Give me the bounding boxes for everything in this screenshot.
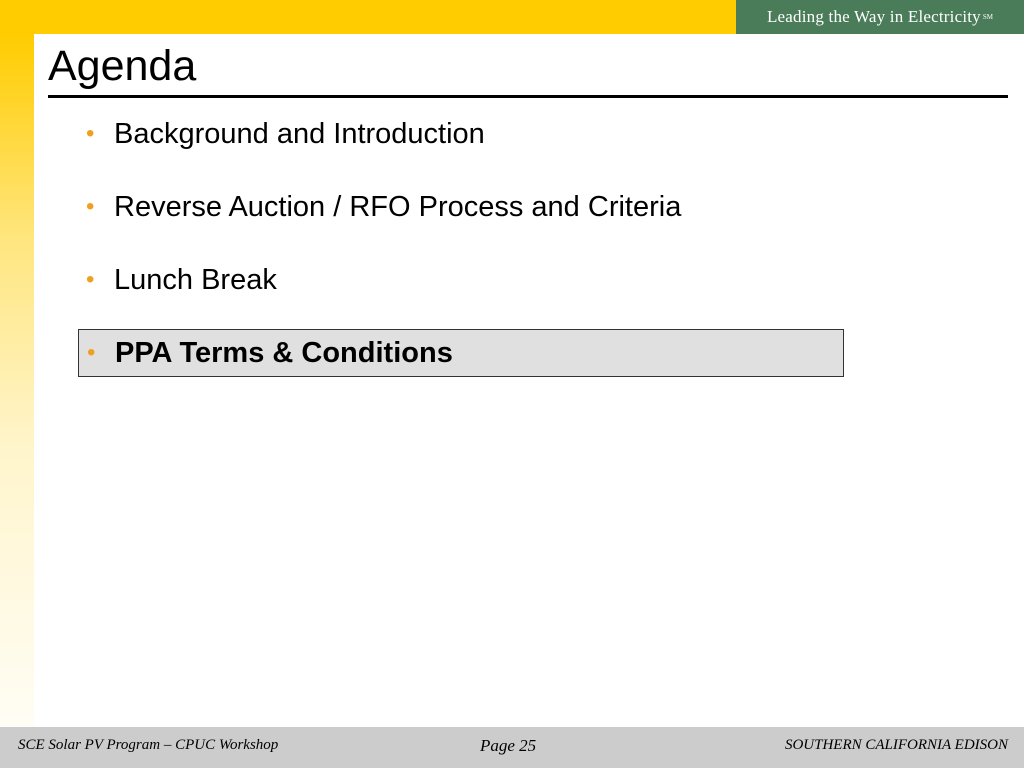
service-mark: SM: [982, 13, 994, 21]
agenda-item-ppa-terms: [78, 329, 844, 377]
agenda-item-lunch-break: [78, 256, 844, 304]
footer-company-name: SOUTHERN CALIFORNIA EDISON: [784, 737, 1008, 753]
agenda-item-reverse-auction: [78, 183, 844, 231]
bullet-icon: •: [86, 193, 95, 220]
tagline-text: Leading the Way in Electricity: [766, 7, 981, 26]
agenda-item-label: PPA Terms & Conditions: [115, 336, 453, 369]
left-gradient-band: [0, 34, 34, 727]
bullet-icon: •: [86, 120, 95, 147]
bullet-icon: •: [87, 339, 96, 366]
agenda-item-label: Background and Introduction: [114, 117, 485, 150]
agenda-item-label: Lunch Break: [114, 263, 277, 296]
agenda-item-background: [78, 110, 844, 158]
page-number: Page 25: [480, 736, 537, 755]
slide-title: Agenda: [48, 42, 197, 90]
footer-program-name: SCE Solar PV Program – CPUC Workshop: [18, 737, 279, 753]
title-underline: [48, 95, 1008, 98]
agenda-list: [78, 110, 844, 402]
footer-bar: [0, 727, 1024, 768]
tagline-box: [736, 0, 1024, 34]
bullet-icon: •: [86, 266, 95, 293]
agenda-item-label: Reverse Auction / RFO Process and Criteria: [114, 190, 682, 223]
